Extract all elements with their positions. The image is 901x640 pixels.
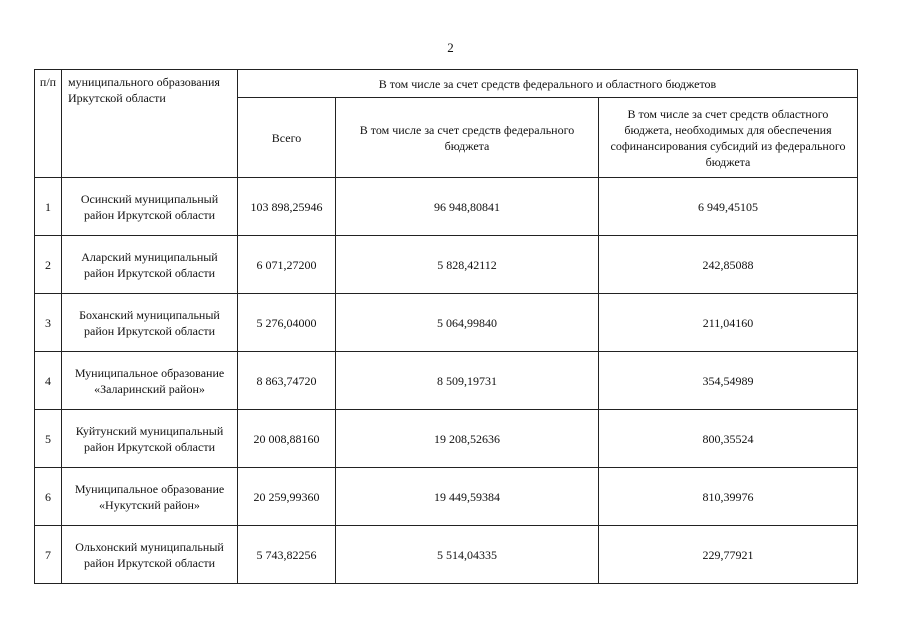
row-regional: 354,54989 <box>599 352 858 410</box>
row-regional: 810,39976 <box>599 468 858 526</box>
row-regional: 211,04160 <box>599 294 858 352</box>
row-municipality: Муниципальное образование «Нукутский район» <box>62 468 238 526</box>
row-regional: 229,77921 <box>599 526 858 584</box>
table-row <box>35 294 858 352</box>
row-total: 103 898,25946 <box>238 178 336 236</box>
row-regional: 800,35524 <box>599 410 858 468</box>
table-row <box>35 236 858 294</box>
row-total: 5 276,04000 <box>238 294 336 352</box>
header-federal: В том числе за счет средств федерального бюджета <box>336 98 599 178</box>
row-federal: 96 948,80841 <box>336 178 599 236</box>
row-municipality: Боханский муниципальный район Иркутской области <box>62 294 238 352</box>
row-federal: 19 449,59384 <box>336 468 599 526</box>
header-regional: В том числе за счет средств областного бюджета, необходимых для обеспечения софинансирования субсидий из федерального бюджета <box>599 98 858 178</box>
row-municipality: Муниципальное образование «Заларинский район» <box>62 352 238 410</box>
row-num: 3 <box>35 294 62 352</box>
row-municipality: Аларский муниципальный район Иркутской области <box>62 236 238 294</box>
row-federal: 8 509,19731 <box>336 352 599 410</box>
table-row <box>35 468 858 526</box>
header-num: п/п <box>35 70 62 178</box>
row-federal: 19 208,52636 <box>336 410 599 468</box>
header-total: Всего <box>238 98 336 178</box>
row-municipality: Ольхонский муниципальный район Иркутской области <box>62 526 238 584</box>
row-num: 4 <box>35 352 62 410</box>
row-total: 6 071,27200 <box>238 236 336 294</box>
row-municipality: Осинский муниципальный район Иркутской области <box>62 178 238 236</box>
row-municipality: Куйтунский муниципальный район Иркутской области <box>62 410 238 468</box>
row-num: 7 <box>35 526 62 584</box>
row-regional: 242,85088 <box>599 236 858 294</box>
row-total: 8 863,74720 <box>238 352 336 410</box>
table-row <box>35 410 858 468</box>
row-total: 5 743,82256 <box>238 526 336 584</box>
row-federal: 5 514,04335 <box>336 526 599 584</box>
budget-table <box>34 69 858 584</box>
header-municipality: муниципального образования Иркутской области <box>62 70 238 178</box>
row-total: 20 008,88160 <box>238 410 336 468</box>
row-federal: 5 064,99840 <box>336 294 599 352</box>
row-num: 6 <box>35 468 62 526</box>
row-num: 2 <box>35 236 62 294</box>
page-number: 2 <box>447 40 454 55</box>
row-federal: 5 828,42112 <box>336 236 599 294</box>
table-row <box>35 352 858 410</box>
table-row <box>35 178 858 236</box>
row-total: 20 259,99360 <box>238 468 336 526</box>
header-group-budgets: В том числе за счет средств федерального и областного бюджетов <box>238 70 858 98</box>
row-num: 1 <box>35 178 62 236</box>
header-row-group <box>35 70 858 98</box>
row-num: 5 <box>35 410 62 468</box>
row-regional: 6 949,45105 <box>599 178 858 236</box>
table-row <box>35 526 858 584</box>
